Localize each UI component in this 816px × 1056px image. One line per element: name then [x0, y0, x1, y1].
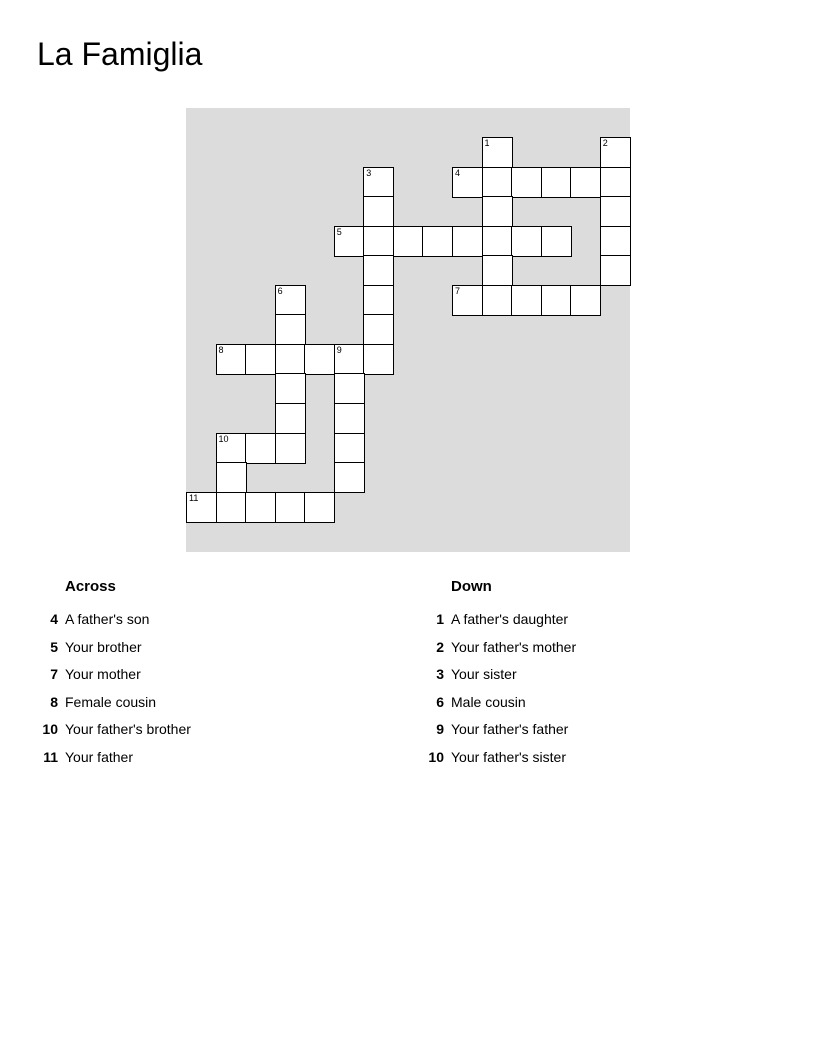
clue-number: 8 — [50, 693, 58, 710]
crossword-cell[interactable] — [186, 492, 217, 523]
cell-number: 9 — [336, 344, 342, 355]
cell-number: 1 — [484, 138, 490, 148]
crossword-cell[interactable] — [511, 226, 542, 257]
crossword-cell[interactable] — [304, 492, 335, 523]
clue-number: 2 — [436, 638, 444, 655]
cell-number: 7 — [454, 285, 460, 296]
clue-number: 11 — [43, 748, 58, 765]
cell-number: 5 — [336, 226, 342, 237]
clue-text: A father's son — [65, 611, 150, 627]
crossword-cell[interactable] — [363, 226, 394, 257]
clue-text: Your father — [65, 748, 133, 765]
clue-number: 7 — [50, 666, 58, 682]
cell-number: 10 — [218, 433, 229, 444]
clue-text: Your mother — [65, 666, 141, 682]
crossword-cell[interactable] — [363, 167, 394, 198]
clue-item — [416, 606, 576, 634]
crossword-cell[interactable] — [334, 226, 365, 257]
crossword-cell[interactable] — [275, 285, 306, 316]
crossword-cell[interactable] — [452, 226, 483, 257]
crossword-cell[interactable] — [393, 226, 424, 257]
crossword-cell[interactable] — [275, 314, 306, 345]
clue-item — [416, 661, 576, 689]
clue-item — [416, 689, 576, 717]
crossword-cell[interactable] — [541, 167, 572, 198]
clue-item — [416, 744, 576, 772]
crossword-cell[interactable] — [216, 462, 247, 493]
crossword-cell[interactable] — [452, 167, 483, 198]
down-clues — [416, 576, 576, 771]
clue-item — [30, 716, 191, 744]
clue-text: Your brother — [65, 638, 142, 655]
clue-item — [30, 689, 191, 717]
crossword-cell[interactable] — [363, 255, 394, 286]
crossword-cell[interactable] — [482, 226, 513, 257]
clue-item — [30, 661, 191, 689]
clue-text: Your father's sister — [451, 748, 566, 765]
cell-number: 3 — [366, 167, 372, 178]
down-heading: Down — [451, 578, 492, 595]
crossword-cell[interactable] — [482, 255, 513, 286]
clue-item — [30, 744, 191, 772]
crossword-cell[interactable] — [216, 344, 247, 375]
crossword-cell[interactable] — [334, 433, 365, 464]
cell-number: 4 — [454, 167, 460, 178]
crossword-cell[interactable] — [452, 285, 483, 316]
cell-number: 11 — [189, 492, 199, 503]
clue-text: Male cousin — [451, 693, 526, 710]
crossword-cell[interactable] — [600, 196, 631, 227]
clue-number: 10 — [42, 721, 58, 737]
crossword-cell[interactable] — [570, 285, 601, 316]
crossword-cell[interactable] — [275, 373, 306, 404]
crossword-cell[interactable] — [482, 167, 513, 198]
crossword-cell[interactable] — [363, 196, 394, 227]
across-heading: Across — [65, 578, 116, 595]
crossword-cell[interactable] — [275, 492, 306, 523]
crossword-cell[interactable] — [275, 403, 306, 434]
crossword-cell[interactable] — [334, 403, 365, 434]
clue-item — [416, 716, 576, 744]
crossword-cell[interactable] — [245, 492, 276, 523]
crossword-cell[interactable] — [600, 255, 631, 286]
clue-item — [416, 634, 576, 662]
cell-number: 6 — [277, 285, 283, 296]
crossword-cell[interactable] — [275, 433, 306, 464]
crossword-cell[interactable] — [363, 314, 394, 345]
crossword-cell[interactable] — [600, 226, 631, 257]
cell-number: 2 — [602, 138, 608, 148]
crossword-cell[interactable] — [482, 285, 513, 316]
clue-number: 4 — [50, 611, 58, 627]
crossword-cell[interactable] — [541, 285, 572, 316]
crossword-cell[interactable] — [275, 344, 306, 375]
crossword-cell[interactable] — [304, 344, 335, 375]
across-clues — [30, 576, 191, 771]
clue-number: 10 — [428, 748, 444, 765]
cell-number: 8 — [218, 344, 224, 355]
crossword-cell[interactable] — [511, 167, 542, 198]
crossword-cell[interactable] — [216, 492, 247, 523]
clue-number: 6 — [436, 693, 444, 710]
crossword-cell[interactable] — [482, 196, 513, 227]
clue-number: 5 — [50, 638, 58, 655]
crossword-cell[interactable] — [245, 344, 276, 375]
crossword-cell[interactable] — [541, 226, 572, 257]
crossword-cell[interactable] — [570, 167, 601, 198]
page-title: La Famiglia — [37, 36, 203, 72]
down-clue-list — [416, 606, 576, 771]
clue-number: 9 — [436, 721, 444, 737]
crossword-cell[interactable] — [511, 285, 542, 316]
clue-text: Female cousin — [65, 693, 157, 710]
crossword-cell[interactable] — [334, 462, 365, 493]
clue-text: Your father's brother — [65, 721, 191, 737]
across-clue-list — [30, 606, 191, 771]
crossword-cell[interactable] — [334, 373, 365, 404]
crossword-cell[interactable] — [363, 344, 394, 375]
clue-text: Your sister — [451, 666, 517, 682]
clue-number: 1 — [436, 611, 444, 627]
crossword-cell[interactable] — [334, 344, 365, 375]
clue-text: Your father's mother — [451, 638, 577, 655]
clue-item — [30, 634, 191, 662]
crossword-cell[interactable] — [422, 226, 453, 257]
crossword-cell[interactable] — [482, 137, 513, 168]
crossword-cell[interactable] — [600, 137, 631, 168]
crossword-cell[interactable] — [216, 433, 247, 464]
crossword-cell[interactable] — [600, 167, 631, 198]
crossword-cell[interactable] — [245, 433, 276, 464]
clue-text: Your father's father — [451, 721, 569, 737]
clue-item — [30, 606, 191, 634]
crossword-cell[interactable] — [363, 285, 394, 316]
crossword-grid — [186, 108, 630, 552]
clue-number: 3 — [436, 666, 444, 682]
clue-text: A father's daughter — [451, 611, 569, 627]
